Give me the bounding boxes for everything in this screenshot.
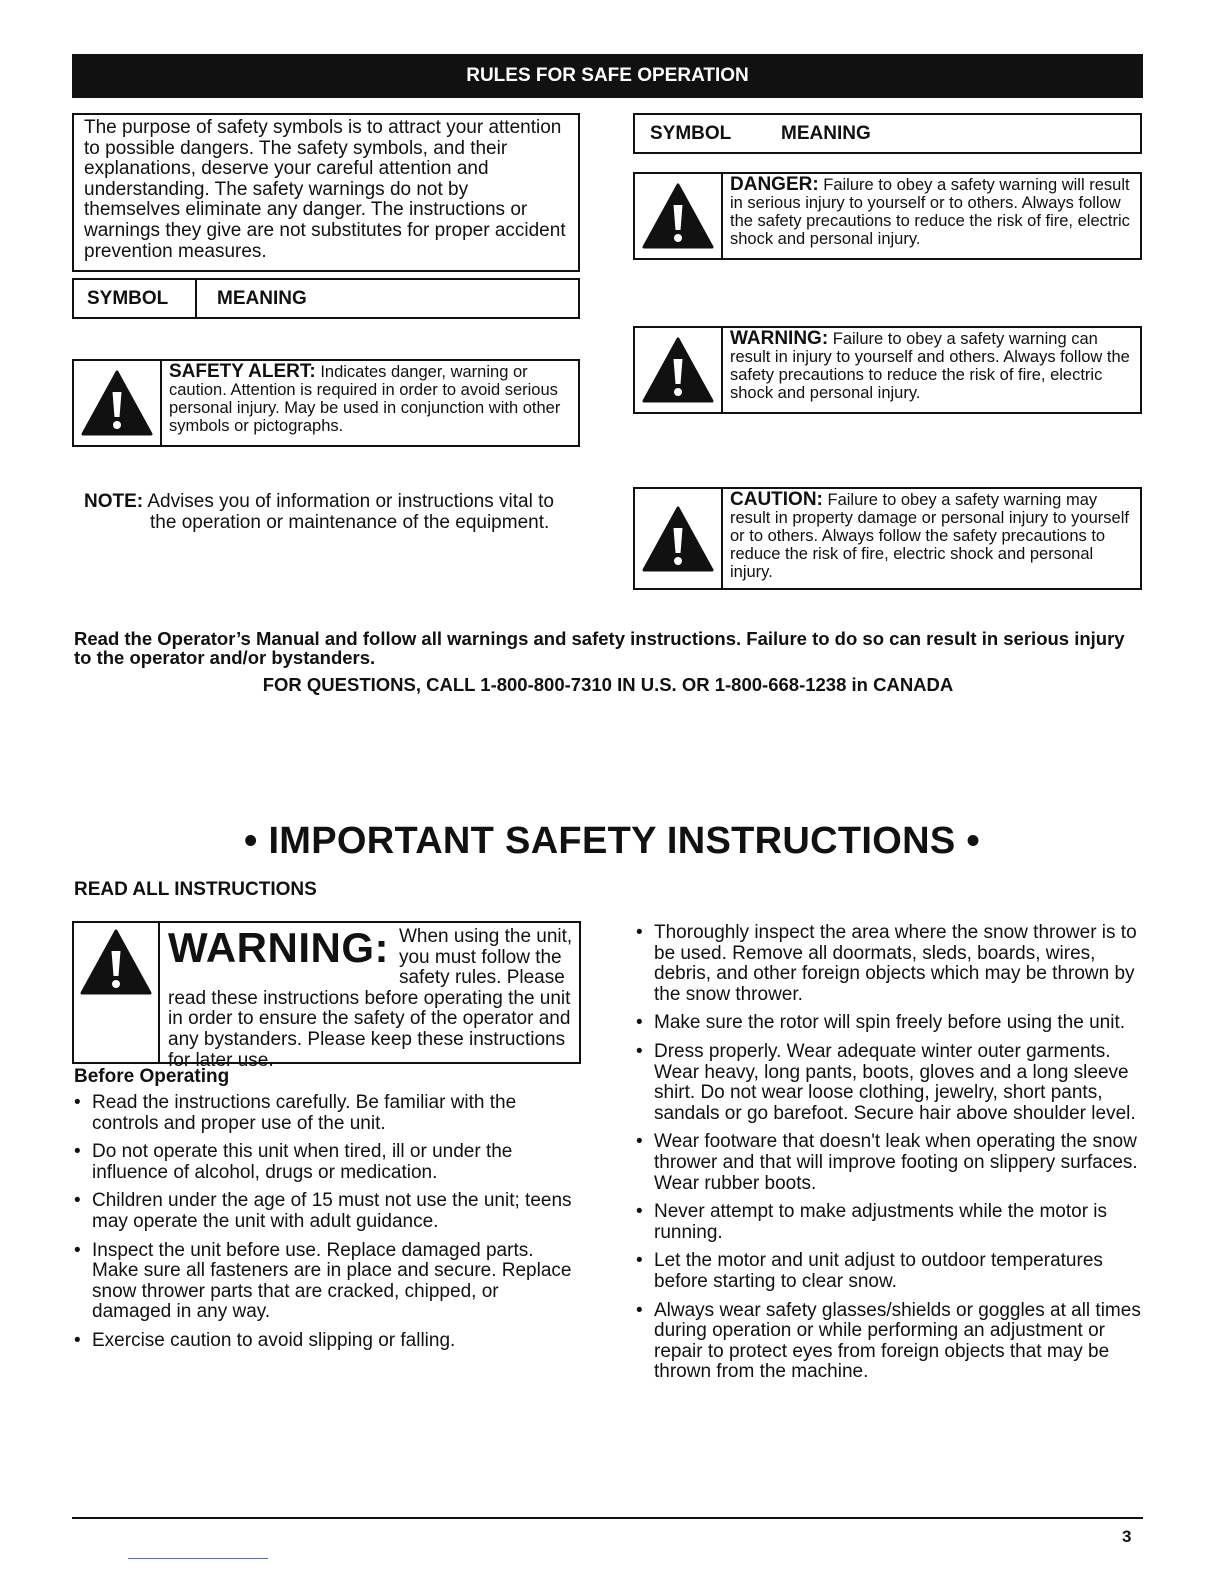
bullet: • (74, 1329, 81, 1351)
intro-box: The purpose of safety symbols is to attract your attention to possible dangers. The safety symbols, and their explanations, deserve your careful attention and understanding. The safety warnings do not by themselves eliminate any danger. The instructions or warnings they give are not substitutes for proper accident prevention measures. (72, 113, 580, 272)
before-operating-list (74, 1093, 574, 1360)
safety-alert-label: SAFETY ALERT: (169, 361, 316, 382)
bullet: • (636, 1299, 643, 1321)
list-item: • Thoroughly inspect the area where the snow thrower is to be used. Remove all doormats, sleds, boards, wires, debris, and other foreign objects which may be thrown by the snow thrower. (636, 922, 1137, 1005)
symbol-table-header-left (72, 278, 580, 319)
list-item: • Children under the age of 15 must not use the unit; teens may operate the unit with adult guidance. (74, 1190, 572, 1232)
important-title: • IMPORTANT SAFETY INSTRUCTIONS • (243, 820, 980, 862)
danger-description: Failure to obey a safety warning will result in serious injury to yourself or to others. Always follow the safety precautions to reduce the risk of fire, electric shock and personal injury. (730, 176, 1130, 248)
bullet: • (636, 1131, 643, 1153)
footer-link-underline (128, 1558, 268, 1559)
bullet: • (74, 1239, 81, 1261)
caution-text (723, 489, 1140, 588)
warning-word: WARNING: (168, 924, 389, 971)
read-manual-notice: Read the Operator’s Manual and follow all warnings and safety instructions. Failure to do so can result in serious injury to the operator and/or bystanders. (74, 628, 1125, 668)
list-item: • Dress properly. Wear adequate winter outer garments. Wear heavy, long pants, boots, gloves and a long sleeve shirt. Do not wear loose clothing, jewelry, short pants, sandals or go barefoot. Secure hair above shoulder level. (636, 1040, 1136, 1124)
important-warning-box (72, 921, 581, 1071)
danger-row (633, 172, 1142, 260)
list-item: • Let the motor and unit adjust to outdoor temperatures before starting to clear snow. (636, 1250, 1103, 1292)
caution-row (633, 487, 1142, 590)
warning-triangle-icon (74, 923, 160, 1062)
bullet: • (74, 1141, 81, 1163)
before-operating-heading: Before Operating (74, 1066, 230, 1087)
list-item: • Do not operate this unit when tired, ill or under the influence of alcohol, drugs or medication. (74, 1141, 513, 1183)
warning-triangle-icon (635, 174, 723, 258)
bullet: • (74, 1092, 81, 1113)
symbol-column-header: SYMBOL (650, 122, 732, 144)
warning-triangle-icon (74, 361, 162, 445)
bullet: • (636, 1250, 643, 1272)
meaning-column-header: MEANING (217, 287, 307, 309)
note-text-2: the operation or maintenance of the equipment. (150, 512, 550, 533)
list-item: • Always wear safety glasses/shields or goggles at all times during operation or while performing an adjustment or repair to protect eyes from foreign objects that may be thrown from the machine. (636, 1299, 1141, 1383)
list-item: • Exercise caution to avoid slipping or falling. (74, 1329, 456, 1351)
note (84, 491, 584, 533)
warning-label: WARNING: (730, 328, 829, 349)
warning-text (723, 328, 1140, 412)
note-label: NOTE: (84, 491, 144, 512)
safety-list-right (636, 923, 1146, 1391)
bullet: • (636, 1201, 643, 1223)
symbol-column-header: SYMBOL (74, 280, 197, 317)
note-line-1 (84, 491, 584, 512)
danger-text (723, 174, 1140, 258)
list-item: • Never attempt to make adjustments while the motor is running. (636, 1201, 1108, 1243)
caution-label: CAUTION: (730, 489, 823, 510)
warning-triangle-icon (635, 489, 723, 588)
footer-rule (72, 1517, 1143, 1519)
read-all-instructions: READ ALL INSTRUCTIONS (74, 879, 317, 900)
warning-row (633, 326, 1142, 414)
list-item: • Make sure the rotor will spin freely before using the unit. (636, 1012, 1126, 1034)
note-text-1: Advises you of information or instructions vital to (147, 491, 554, 512)
danger-label: DANGER: (730, 174, 819, 195)
bullet: • (636, 1040, 643, 1062)
warning-triangle-icon (635, 328, 723, 412)
bullet: • (636, 1012, 643, 1034)
list-item: • Read the instructions carefully. Be familiar with the controls and proper use of the unit. (74, 1092, 517, 1134)
list-item: • Wear footware that doesn't leak when operating the snow thrower and that will improve footing on slippery surfaces. Wear rubber boots. (636, 1131, 1138, 1194)
questions-phone: FOR QUESTIONS, CALL 1-800-800-7310 IN U.S. OR 1-800-668-1238 in CANADA (262, 674, 954, 695)
caution-description: Failure to obey a safety warning may result in property damage or personal injury to yourself or to others. Always follow the safety precautions to reduce the risk of fire, electric shock and personal injury. (730, 491, 1129, 581)
safety-alert-description: Indicates danger, warning or caution. Attention is required in order to avoid serious personal injury. May be used in conjunction with other symbols or pictographs. (169, 363, 561, 435)
section-header: RULES FOR SAFE OPERATION (72, 54, 1143, 98)
bullet: • (74, 1190, 81, 1212)
safety-alert-row (72, 359, 580, 447)
bullet: • (636, 922, 643, 943)
warning-body: When using the unit, you must follow the safety rules. Please read these instructions before operating the unit in order to ensure the safety of the operator and any bystanders. Please keep these instructions for later use. (168, 926, 573, 1071)
important-warning-text (160, 923, 579, 1071)
page-number: 3 (1122, 1527, 1132, 1546)
list-item: • Inspect the unit before use. Replace damaged parts. Make sure all fasteners are in place and secure. Replace snow thrower parts that are cracked, chipped, or damaged in any way. (74, 1239, 572, 1323)
warning-description: Failure to obey a safety warning can result in injury to yourself and others. Always follow the safety precautions to reduce the risk of fire, electric shock and personal injury. (730, 330, 1130, 402)
safety-alert-text (162, 361, 578, 445)
meaning-column-header: MEANING (781, 122, 871, 144)
symbol-table-header-right (633, 113, 1142, 154)
